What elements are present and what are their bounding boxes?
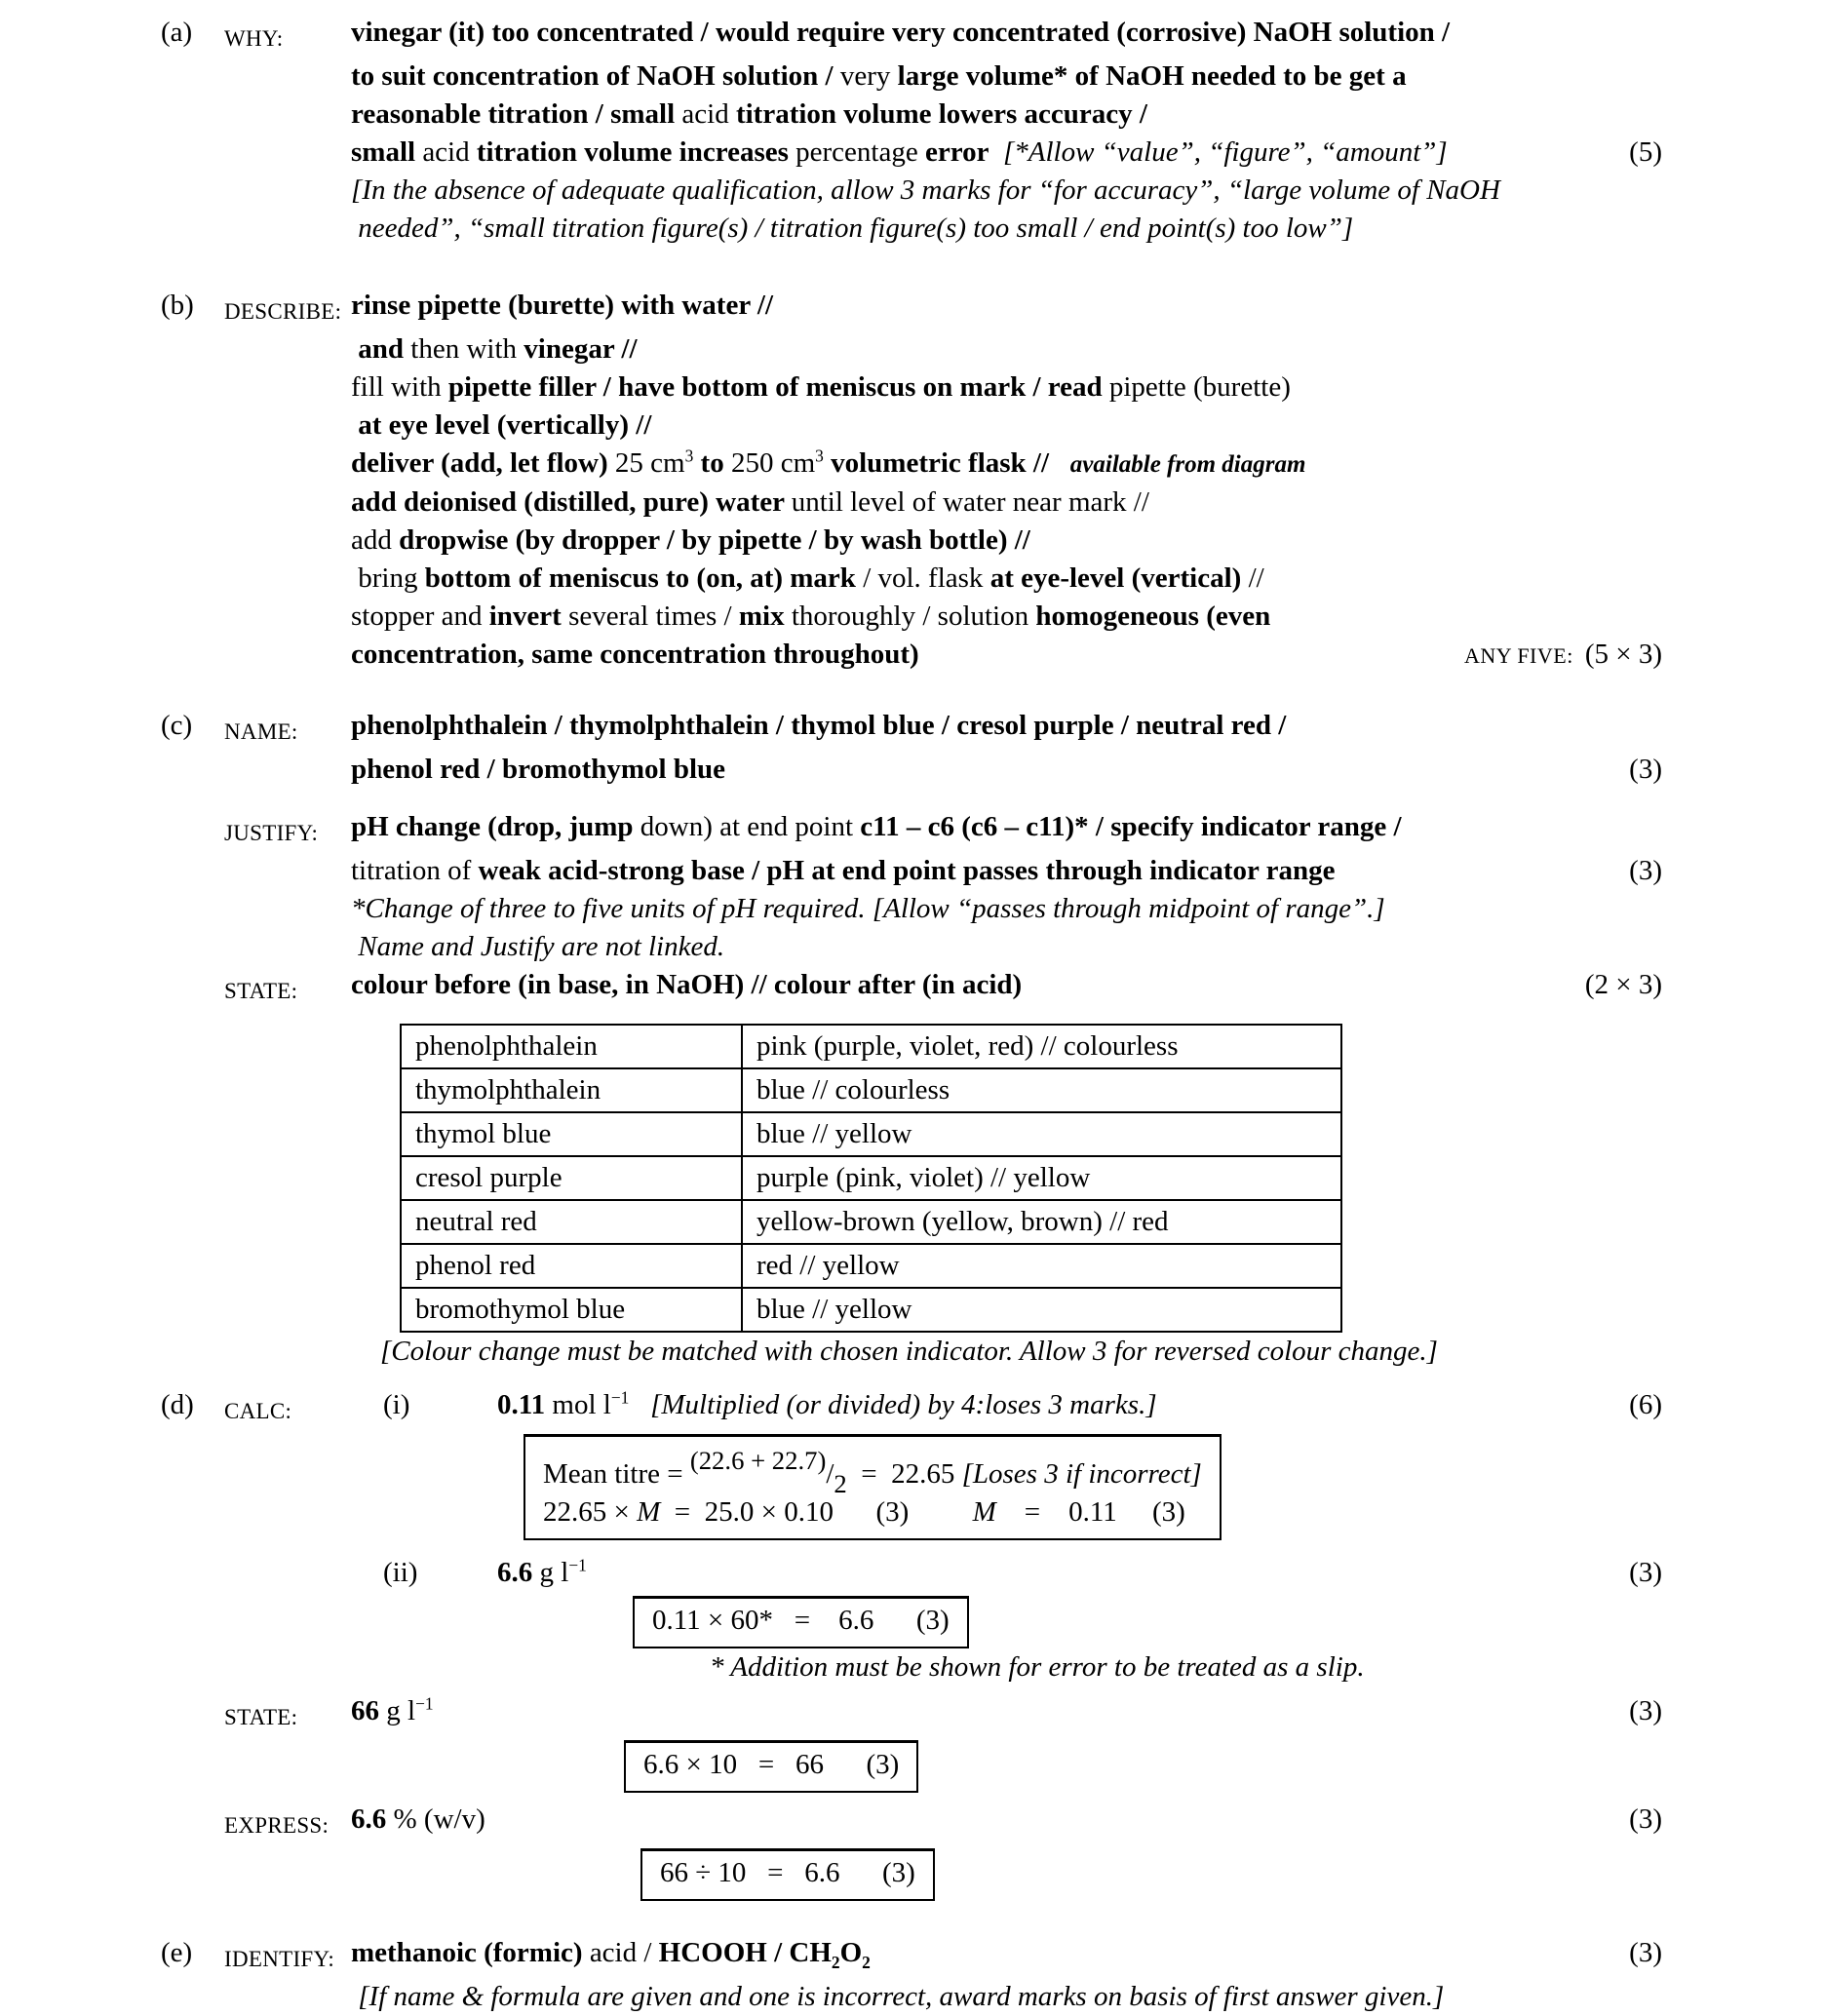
block-label: STATE: <box>224 1705 298 1729</box>
block-label <box>224 407 351 445</box>
text-line <box>161 928 1662 966</box>
text-segment: g l <box>379 1695 416 1726</box>
text-segment: available from diagram <box>1069 451 1306 478</box>
text-line <box>161 445 1662 484</box>
indicator-name-cell: cresol purple <box>401 1156 742 1200</box>
block-label <box>224 751 351 789</box>
text-segment-marks: ANY FIVE: <box>1463 643 1585 668</box>
text-segment-marks: (5) <box>1629 136 1662 168</box>
marks-value <box>1629 1554 1662 1592</box>
section-letter <box>161 598 224 636</box>
block-label <box>224 210 351 248</box>
box-line <box>543 1440 1202 1498</box>
text-segment-marks: (3) <box>1629 754 1662 785</box>
text-segment-marks: (3) <box>1629 1803 1662 1835</box>
text-segment-marks: (3) <box>1629 855 1662 886</box>
text-segment-marks: (6) <box>1629 1389 1662 1420</box>
text-line <box>161 172 1662 210</box>
marks-value <box>1629 1801 1662 1839</box>
line-content <box>351 14 1662 58</box>
section-letter <box>161 1692 224 1736</box>
text-segment: concentration, same concentration throughout) <box>351 639 919 670</box>
text-segment: to suit concentration of NaOH solution / <box>351 60 840 92</box>
text-segment: at eye-level (vertical) <box>989 562 1249 594</box>
text-segment: large volume* of NaOH needed to be get a <box>897 60 1407 92</box>
marks-value <box>1629 852 1662 890</box>
text-segment: (i) <box>383 1389 410 1420</box>
text-segment: at eye level (vertically) // <box>351 409 652 441</box>
text-segment: error <box>924 136 989 168</box>
text-segment: bring <box>351 562 425 594</box>
block-label <box>224 560 351 598</box>
text-segment-box: = 25.0 × 0.10 (3) <box>660 1496 973 1528</box>
text-segment-box: 6.6 × 10 = 66 (3) <box>643 1749 900 1780</box>
text-segment: deliver (add, let flow) <box>351 447 615 479</box>
indicator-name-cell: bromothymol blue <box>401 1288 742 1332</box>
section-letter <box>161 210 224 248</box>
block-label <box>224 636 351 674</box>
text-line <box>161 522 1662 560</box>
text-segment: 0.11 <box>497 1389 546 1420</box>
text-segment: stopper and <box>351 601 489 632</box>
section-letter <box>161 134 224 172</box>
worked-solution-box <box>524 1434 1222 1540</box>
line-content <box>351 1978 1662 2016</box>
colour-change-cell: blue // colourless <box>742 1068 1341 1112</box>
line-content <box>351 1018 1662 1333</box>
colour-change-cell: blue // yellow <box>742 1112 1341 1156</box>
text-segment: 3 <box>684 446 694 466</box>
text-segment: phenolphthalein / thymolphthalein / thymol blue / cresol purple / neutral red / <box>351 710 1287 741</box>
block-label <box>224 58 351 96</box>
text-line <box>161 407 1662 445</box>
text-line <box>161 707 1662 751</box>
line-content <box>351 96 1662 134</box>
line-content <box>351 407 1662 445</box>
text-segment: vinegar (it) too concentrated / would require very concentrated (corrosive) NaOH solution / <box>351 17 1451 48</box>
text-segment-marks: (2 × 3) <box>1584 969 1662 1000</box>
text-segment-box: 22.65 × <box>543 1496 638 1528</box>
text-segment <box>629 1389 650 1420</box>
line-content <box>351 1648 1662 1686</box>
text-segment: acid <box>422 136 477 168</box>
spacer <box>161 1540 1662 1554</box>
section-letter <box>161 928 224 966</box>
text-segment-box: / <box>826 1458 834 1490</box>
box-line <box>643 1746 899 1784</box>
text-segment: mix <box>738 601 792 632</box>
text-segment-marks: (5 × 3) <box>1584 639 1662 670</box>
text-segment: −1 <box>610 1387 630 1408</box>
text-segment: 6.6 <box>497 1557 533 1588</box>
block-label <box>224 484 351 522</box>
section-letter <box>161 1648 224 1686</box>
section-letter <box>161 58 224 96</box>
text-segment: 3 <box>815 446 824 466</box>
table-row <box>401 1156 1341 1200</box>
text-segment: g l <box>532 1557 569 1588</box>
text-segment <box>989 136 1003 168</box>
line-content <box>351 330 1662 368</box>
text-segment: Name and Justify are not linked. <box>351 931 725 962</box>
text-segment-marks: (3) <box>1629 1695 1662 1726</box>
text-segment: volumetric flask // <box>831 447 1050 479</box>
line-content <box>351 58 1662 96</box>
block-label: NAME: <box>224 719 298 744</box>
marks-value <box>1585 966 1662 1004</box>
line-content <box>351 1844 1662 1901</box>
text-segment-box: [Loses 3 if incorrect] <box>961 1458 1202 1490</box>
text-segment: (ii) <box>383 1557 418 1588</box>
line-content <box>351 890 1662 928</box>
section-letter <box>161 407 224 445</box>
text-line <box>161 751 1662 789</box>
indicator-name-cell: phenol red <box>401 1244 742 1288</box>
text-segment: [*Allow “value”, “figure”, “amount”] <box>1002 136 1448 168</box>
block-label <box>224 1844 351 1901</box>
text-segment: [Colour change must be matched with chosen indicator. Allow 3 for reversed colour change.] <box>380 1336 1438 1367</box>
colour-change-cell: red // yellow <box>742 1244 1341 1288</box>
line-content <box>351 1801 1662 1844</box>
text-segment: 2 <box>862 1952 871 1972</box>
line-content <box>351 966 1662 1010</box>
line-content <box>351 560 1662 598</box>
section-letter <box>161 1554 224 1592</box>
text-segment-box: M <box>637 1496 661 1528</box>
section-letter <box>161 368 224 407</box>
spacer <box>161 1010 1662 1018</box>
text-segment: mol l <box>545 1389 611 1420</box>
text-segment-box: = 22.65 <box>846 1458 962 1490</box>
text-line <box>161 560 1662 598</box>
text-segment: *Change of three to five units of pH required. [Allow “passes through midpoint of range”.] <box>351 893 1385 924</box>
text-segment-box: M <box>972 1496 996 1528</box>
text-line <box>161 287 1662 330</box>
block-label <box>224 1978 351 2016</box>
line-content <box>351 287 1662 330</box>
section-letter: (d) <box>161 1389 194 1420</box>
section-letter <box>161 1736 224 1793</box>
text-line <box>161 484 1662 522</box>
section-letter <box>161 560 224 598</box>
block-label <box>224 928 351 966</box>
text-segment: [If name & formula are given and one is incorrect, award marks on basis of first answer given.] <box>351 1981 1445 2012</box>
block-label <box>224 368 351 407</box>
text-segment: several times / <box>568 601 739 632</box>
text-segment: // <box>1248 562 1264 594</box>
text-line <box>161 1554 1662 1592</box>
text-segment: c11 – c6 (c6 – c11)* / specify indicator range / <box>860 811 1402 842</box>
text-segment: phenol red / bromothymol blue <box>351 754 726 785</box>
block-label <box>224 172 351 210</box>
text-line <box>161 1018 1662 1333</box>
text-line <box>161 598 1662 636</box>
block-label <box>224 1554 351 1592</box>
colour-change-cell: blue // yellow <box>742 1288 1341 1332</box>
text-line <box>161 1801 1662 1844</box>
indicator-colour-table <box>400 1024 1342 1333</box>
line-content <box>351 1736 1662 1793</box>
text-line <box>161 966 1662 1010</box>
text-segment: needed”, “small titration figure(s) / titration figure(s) too small / end point(s) too low”] <box>351 213 1354 244</box>
marks-value <box>1629 751 1662 789</box>
text-line <box>161 1934 1662 1978</box>
line-content <box>351 210 1662 248</box>
section-letter <box>161 172 224 210</box>
text-line <box>161 210 1662 248</box>
text-line <box>161 852 1662 890</box>
section-letter <box>161 636 224 674</box>
text-segment: colour before (in base, in NaOH) // colour after (in acid) <box>351 969 1023 1000</box>
line-content <box>351 928 1662 966</box>
line-content <box>351 1692 1662 1736</box>
text-segment: acid <box>681 98 736 130</box>
block-label <box>224 1430 351 1540</box>
text-segment: add deionised (distilled, pure) water <box>351 486 792 518</box>
line-content <box>351 522 1662 560</box>
text-segment: reasonable titration / small <box>351 98 682 130</box>
block-label: WHY: <box>224 26 284 51</box>
text-segment: pH change (drop, jump <box>351 811 640 842</box>
section-letter <box>161 1801 224 1844</box>
line-content <box>351 1430 1662 1540</box>
block-label <box>224 1736 351 1793</box>
block-label: DESCRIBE: <box>224 299 342 324</box>
section-letter <box>161 1592 224 1648</box>
worked-solution-box <box>640 1848 935 1901</box>
block-label <box>224 445 351 484</box>
text-segment: titration volume increases <box>476 136 796 168</box>
text-segment: and <box>351 333 411 365</box>
text-segment: 6.6 <box>351 1803 387 1835</box>
text-segment: dropwise (by dropper / by pipette / by wash bottle) // <box>399 524 1030 556</box>
section-letter <box>161 1430 224 1540</box>
line-content <box>351 1934 1662 1978</box>
text-segment-box: 0.11 × 60* = 6.6 (3) <box>652 1605 950 1636</box>
indicator-name-cell: phenolphthalein <box>401 1025 742 1068</box>
text-line <box>161 636 1662 674</box>
text-line <box>161 808 1662 852</box>
block-label <box>224 522 351 560</box>
text-segment: pipette filler / have bottom of meniscus on mark / read <box>447 371 1109 403</box>
block-label <box>224 96 351 134</box>
block-label: IDENTIFY: <box>224 1947 335 1971</box>
indicator-name-cell: neutral red <box>401 1200 742 1244</box>
table-row <box>401 1068 1341 1112</box>
marks-value <box>1464 636 1662 675</box>
text-segment: homogeneous (even <box>1035 601 1271 632</box>
block-label <box>224 1592 351 1648</box>
text-line <box>161 1692 1662 1736</box>
colour-change-cell: pink (purple, violet, red) // colourless <box>742 1025 1341 1068</box>
block-label: CALC: <box>224 1399 292 1423</box>
section-letter: (c) <box>161 710 193 741</box>
line-content <box>351 1592 1662 1648</box>
text-segment-box: 2 <box>834 1469 847 1498</box>
block-label: JUSTIFY: <box>224 821 319 845</box>
line-content <box>351 484 1662 522</box>
text-segment-marks: (3) <box>1629 1557 1662 1588</box>
box-line <box>660 1854 915 1892</box>
text-segment: −1 <box>568 1555 587 1575</box>
section-letter <box>161 852 224 890</box>
text-segment: fill with <box>351 371 448 403</box>
box-line <box>543 1493 1202 1531</box>
text-line <box>161 58 1662 96</box>
text-segment: pipette (burette) <box>1108 371 1291 403</box>
block-label <box>224 134 351 172</box>
text-line <box>161 134 1662 172</box>
box-line <box>652 1602 950 1640</box>
section-letter <box>161 808 224 852</box>
line-content <box>351 134 1662 172</box>
colour-change-cell: yellow-brown (yellow, brown) // red <box>742 1200 1341 1244</box>
indicator-name-cell: thymolphthalein <box>401 1068 742 1112</box>
line-content <box>351 751 1662 789</box>
text-segment <box>1049 447 1070 479</box>
text-line <box>161 1386 1662 1430</box>
line-content <box>351 172 1662 210</box>
indicator-name-cell: thymol blue <box>401 1112 742 1156</box>
table-row <box>401 1244 1341 1288</box>
block-label <box>224 1648 351 1686</box>
marks-value <box>1629 1692 1662 1730</box>
text-line <box>161 1978 1662 2016</box>
text-segment: 2 <box>831 1952 840 1972</box>
text-line <box>161 368 1662 407</box>
table-row <box>401 1200 1341 1244</box>
line-content <box>351 368 1662 407</box>
line-content <box>351 1554 1662 1592</box>
text-segment: very <box>839 60 898 92</box>
marks-value <box>1629 1386 1662 1424</box>
section-letter <box>161 1978 224 2016</box>
line-content <box>351 1333 1662 1371</box>
text-segment: add <box>351 524 400 556</box>
worked-solution-box <box>633 1596 969 1648</box>
line-content <box>351 445 1662 484</box>
text-segment: acid / <box>589 1937 659 1968</box>
text-segment: invert <box>488 601 569 632</box>
table-row <box>401 1025 1341 1068</box>
block-label <box>224 598 351 636</box>
text-segment: % (w/v) <box>386 1803 485 1835</box>
text-segment: percentage <box>795 136 925 168</box>
block-label: STATE: <box>224 979 298 1003</box>
text-segment: methanoic (formic) <box>351 1937 590 1968</box>
text-segment-box: = 0.11 (3) <box>995 1496 1185 1528</box>
text-segment-marks: (3) <box>1629 1937 1662 1968</box>
section-letter: (e) <box>161 1937 193 1968</box>
section-letter: (a) <box>161 17 193 48</box>
block-label <box>224 1333 351 1371</box>
text-segment: rinse pipette (burette) with water // <box>351 290 774 321</box>
text-segment: thoroughly / solution <box>791 601 1036 632</box>
section-letter <box>161 96 224 134</box>
text-segment: small <box>351 136 423 168</box>
text-line <box>161 96 1662 134</box>
section-letter <box>161 751 224 789</box>
text-segment: bottom of meniscus to (on, at) mark <box>424 562 864 594</box>
section-letter <box>161 484 224 522</box>
text-line <box>161 890 1662 928</box>
text-segment: −1 <box>415 1693 434 1714</box>
line-content <box>351 808 1662 852</box>
line-content <box>351 598 1662 636</box>
section-letter <box>161 330 224 368</box>
section-letter <box>161 890 224 928</box>
text-line <box>161 330 1662 368</box>
block-label <box>224 890 351 928</box>
text-segment: O <box>839 1937 863 1968</box>
section-letter <box>161 1018 224 1333</box>
text-segment: 250 cm <box>723 447 816 479</box>
section-letter <box>161 966 224 1010</box>
section-letter <box>161 445 224 484</box>
text-segment: down) at end point <box>640 811 861 842</box>
table-row <box>401 1112 1341 1156</box>
text-segment: * Addition must be shown for error to be treated as a slip. <box>710 1651 1365 1683</box>
table-row <box>401 1288 1341 1332</box>
text-segment: titration of <box>351 855 479 886</box>
section-letter <box>161 1333 224 1371</box>
text-segment: then with <box>410 333 524 365</box>
text-segment: weak acid-strong base / pH at end point passes through indicator range <box>478 855 1336 886</box>
block-label <box>224 330 351 368</box>
text-line <box>161 1736 1662 1793</box>
block-label <box>224 1018 351 1333</box>
block-label <box>224 852 351 890</box>
text-segment-box: (22.6 + 22.7) <box>689 1446 827 1475</box>
colour-change-cell: purple (pink, violet) // yellow <box>742 1156 1341 1200</box>
text-segment: titration volume lowers accuracy / <box>735 98 1147 130</box>
text-segment <box>693 447 700 479</box>
text-line <box>161 1844 1662 1901</box>
marks-value <box>1629 1934 1662 1972</box>
text-segment: 25 cm <box>614 447 685 479</box>
text-segment: HCOOH / CH <box>658 1937 832 1968</box>
section-letter <box>161 1844 224 1901</box>
marks-value <box>1629 134 1662 172</box>
section-letter <box>161 522 224 560</box>
text-segment: / vol. flask <box>863 562 990 594</box>
text-segment-box: 66 ÷ 10 = 6.6 (3) <box>660 1857 915 1888</box>
text-segment: 66 <box>351 1695 379 1726</box>
line-content <box>351 852 1662 890</box>
block-label: EXPRESS: <box>224 1813 330 1838</box>
text-line <box>161 1430 1662 1540</box>
text-segment: to <box>700 447 724 479</box>
text-line <box>161 1648 1662 1686</box>
section-letter: (b) <box>161 290 194 321</box>
text-segment: [In the absence of adequate qualification, allow 3 marks for “for accuracy”, “large volume of NaOH <box>351 174 1500 206</box>
line-content <box>351 707 1662 751</box>
text-segment: vinegar // <box>524 333 638 365</box>
line-content <box>351 1386 1662 1430</box>
text-segment: [Multiplied (or divided) by 4:loses 3 marks.] <box>650 1389 1157 1420</box>
text-line <box>161 1333 1662 1371</box>
text-segment-box: Mean titre = <box>543 1458 690 1490</box>
worked-solution-box <box>624 1740 918 1793</box>
text-line <box>161 1592 1662 1648</box>
text-line <box>161 14 1662 58</box>
text-segment: until level of water near mark // <box>791 486 1149 518</box>
